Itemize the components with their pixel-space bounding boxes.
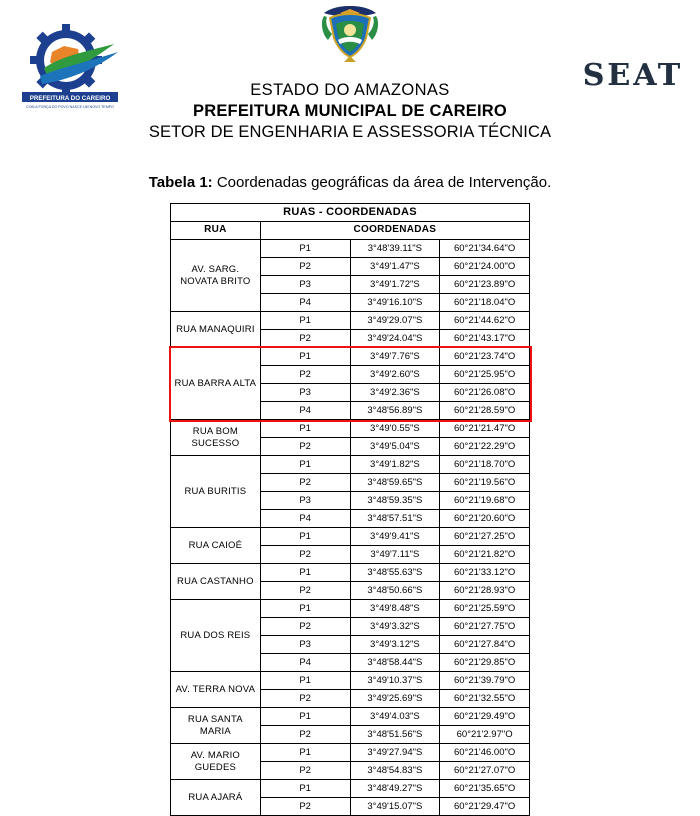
header-cell-street: RUA xyxy=(171,222,261,240)
point-cell: P2 xyxy=(260,258,350,276)
point-cell: P2 xyxy=(260,798,350,816)
street-name-cell: RUA DOS REIS xyxy=(171,600,261,672)
point-cell: P4 xyxy=(260,654,350,672)
coordinates-table xyxy=(170,203,530,816)
coat-of-arms-graphic xyxy=(318,4,382,62)
latitude-cell: 3°49'4.03"S xyxy=(350,708,440,726)
latitude-cell: 3°49'29.07"S xyxy=(350,312,440,330)
street-name-cell: RUA SANTA MARIA xyxy=(171,708,261,744)
street-name-cell: RUA BURITIS xyxy=(171,456,261,528)
table-row xyxy=(171,780,530,798)
latitude-cell: 3°49'9.41"S xyxy=(350,528,440,546)
latitude-cell: 3°48'50.66"S xyxy=(350,582,440,600)
point-cell: P1 xyxy=(260,708,350,726)
longitude-cell: 60°21'27.25"O xyxy=(440,528,530,546)
point-cell: P4 xyxy=(260,402,350,420)
point-cell: P1 xyxy=(260,240,350,258)
svg-text:PREFEITURA DO CAREIRO: PREFEITURA DO CAREIRO xyxy=(29,95,111,102)
latitude-cell: 3°49'1.72"S xyxy=(350,276,440,294)
street-name-cell: RUA BARRA ALTA xyxy=(171,348,261,420)
longitude-cell: 60°21'23.89"O xyxy=(440,276,530,294)
latitude-cell: 3°49'10.37"S xyxy=(350,672,440,690)
longitude-cell: 60°21'26.08"O xyxy=(440,384,530,402)
latitude-cell: 3°49'0.55"S xyxy=(350,420,440,438)
longitude-cell: 60°21'20.60"O xyxy=(440,510,530,528)
table-body xyxy=(171,240,530,816)
street-name-cell: RUA CAIOÉ xyxy=(171,528,261,564)
header-cell-coordinates: COORDENADAS xyxy=(260,222,529,240)
point-cell: P1 xyxy=(260,600,350,618)
latitude-cell: 3°49'15.07"S xyxy=(350,798,440,816)
longitude-cell: 60°21'2.97"O xyxy=(440,726,530,744)
longitude-cell: 60°21'35.65"O xyxy=(440,780,530,798)
table-row xyxy=(171,708,530,726)
point-cell: P2 xyxy=(260,474,350,492)
header-line-state: ESTADO DO AMAZONAS xyxy=(250,81,450,99)
longitude-cell: 60°21'34.64"O xyxy=(440,240,530,258)
point-cell: P1 xyxy=(260,420,350,438)
latitude-cell: 3°49'2.60"S xyxy=(350,366,440,384)
point-cell: P2 xyxy=(260,726,350,744)
table-caption-label: Tabela 1: xyxy=(148,174,213,191)
table-row xyxy=(171,744,530,762)
header-title-block xyxy=(0,80,700,143)
point-cell: P1 xyxy=(260,348,350,366)
table-head xyxy=(171,204,530,240)
point-cell: P3 xyxy=(260,492,350,510)
longitude-cell: 60°21'32.55"O xyxy=(440,690,530,708)
latitude-cell: 3°49'7.76"S xyxy=(350,348,440,366)
longitude-cell: 60°21'19.68"O xyxy=(440,492,530,510)
seat-logo-text: SEAT xyxy=(582,58,684,93)
latitude-cell: 3°48'55.63"S xyxy=(350,564,440,582)
longitude-cell: 60°21'18.04"O xyxy=(440,294,530,312)
latitude-cell: 3°49'5.04"S xyxy=(350,438,440,456)
table-row xyxy=(171,420,530,438)
latitude-cell: 3°48'57.51"S xyxy=(350,510,440,528)
latitude-cell: 3°49'3.32"S xyxy=(350,618,440,636)
street-name-cell: RUA AJARÁ xyxy=(171,780,261,816)
header-line-municipality: PREFEITURA MUNICIPAL DE CAREIRO xyxy=(193,102,507,121)
point-cell: P1 xyxy=(260,564,350,582)
point-cell: P4 xyxy=(260,510,350,528)
latitude-cell: 3°49'25.69"S xyxy=(350,690,440,708)
latitude-cell: 3°48'49.27"S xyxy=(350,780,440,798)
point-cell: P1 xyxy=(260,780,350,798)
longitude-cell: 60°21'43.17"O xyxy=(440,330,530,348)
point-cell: P2 xyxy=(260,366,350,384)
latitude-cell: 3°49'7.11"S xyxy=(350,546,440,564)
longitude-cell: 60°21'29.85"O xyxy=(440,654,530,672)
point-cell: P2 xyxy=(260,438,350,456)
latitude-cell: 3°49'16.10"S xyxy=(350,294,440,312)
longitude-cell: 60°21'27.07"O xyxy=(440,762,530,780)
latitude-cell: 3°48'39.11"S xyxy=(350,240,440,258)
longitude-cell: 60°21'28.93"O xyxy=(440,582,530,600)
longitude-cell: 60°21'23.74"O xyxy=(440,348,530,366)
latitude-cell: 3°49'1.82"S xyxy=(350,456,440,474)
point-cell: P2 xyxy=(260,546,350,564)
point-cell: P2 xyxy=(260,618,350,636)
longitude-cell: 60°21'44.62"O xyxy=(440,312,530,330)
longitude-cell: 60°21'25.59"O xyxy=(440,600,530,618)
latitude-cell: 3°49'24.04"S xyxy=(350,330,440,348)
coordinates-table-wrapper xyxy=(170,203,530,816)
point-cell: P1 xyxy=(260,744,350,762)
table-row xyxy=(171,456,530,474)
street-name-cell: AV. TERRA NOVA xyxy=(171,672,261,708)
street-name-cell: AV. MARIO GUEDES xyxy=(171,744,261,780)
table-header-row xyxy=(171,222,530,240)
table-title-row xyxy=(171,204,530,222)
longitude-cell: 60°21'24.00"O xyxy=(440,258,530,276)
longitude-cell: 60°21'21.82"O xyxy=(440,546,530,564)
point-cell: P1 xyxy=(260,312,350,330)
point-cell: P1 xyxy=(260,528,350,546)
point-cell: P2 xyxy=(260,582,350,600)
longitude-cell: 60°21'18.70"O xyxy=(440,456,530,474)
latitude-cell: 3°48'59.35"S xyxy=(350,492,440,510)
table-caption-text: Coordenadas geográficas da área de Intervenção. xyxy=(212,174,552,191)
table-row xyxy=(171,240,530,258)
latitude-cell: 3°49'3.12"S xyxy=(350,636,440,654)
longitude-cell: 60°21'27.84"O xyxy=(440,636,530,654)
longitude-cell: 60°21'25.95"O xyxy=(440,366,530,384)
table-row xyxy=(171,600,530,618)
longitude-cell: 60°21'29.49"O xyxy=(440,708,530,726)
table-row xyxy=(171,312,530,330)
point-cell: P3 xyxy=(260,276,350,294)
point-cell: P1 xyxy=(260,672,350,690)
table-row xyxy=(171,672,530,690)
table-row xyxy=(171,564,530,582)
point-cell: P2 xyxy=(260,690,350,708)
longitude-cell: 60°21'21.47"O xyxy=(440,420,530,438)
header-line-department: SETOR DE ENGENHARIA E ASSESSORIA TÉCNICA xyxy=(148,123,552,142)
latitude-cell: 3°48'56.89"S xyxy=(350,402,440,420)
table-row xyxy=(171,528,530,546)
latitude-cell: 3°49'27.94"S xyxy=(350,744,440,762)
longitude-cell: 60°21'29.47"O xyxy=(440,798,530,816)
latitude-cell: 3°49'2.36"S xyxy=(350,384,440,402)
point-cell: P1 xyxy=(260,456,350,474)
point-cell: P4 xyxy=(260,294,350,312)
latitude-cell: 3°48'58.44"S xyxy=(350,654,440,672)
street-name-cell: AV. SARG. NOVATA BRITO xyxy=(171,240,261,312)
latitude-cell: 3°49'8.48"S xyxy=(350,600,440,618)
point-cell: P2 xyxy=(260,762,350,780)
latitude-cell: 3°48'59.65"S xyxy=(350,474,440,492)
svg-text:COM A FORÇA DO POVO NASCE UM N: COM A FORÇA DO POVO NASCE UM NOVO TEMPO xyxy=(26,105,114,109)
street-name-cell: RUA BOM SUCESSO xyxy=(171,420,261,456)
street-name-cell: RUA MANAQUIRI xyxy=(171,312,261,348)
latitude-cell: 3°49'1.47"S xyxy=(350,258,440,276)
longitude-cell: 60°21'28.59"O xyxy=(440,402,530,420)
amazonas-coat-of-arms xyxy=(318,4,382,62)
table-title-cell: RUAS - COORDENADAS xyxy=(171,204,530,222)
point-cell: P3 xyxy=(260,636,350,654)
longitude-cell: 60°21'22.29"O xyxy=(440,438,530,456)
point-cell: P2 xyxy=(260,330,350,348)
table-row xyxy=(171,348,530,366)
latitude-cell: 3°48'54.83"S xyxy=(350,762,440,780)
longitude-cell: 60°21'27.75"O xyxy=(440,618,530,636)
longitude-cell: 60°21'39.79"O xyxy=(440,672,530,690)
point-cell: P3 xyxy=(260,384,350,402)
table-caption xyxy=(0,174,700,191)
longitude-cell: 60°21'19.56"O xyxy=(440,474,530,492)
street-name-cell: RUA CASTANHO xyxy=(171,564,261,600)
latitude-cell: 3°48'51.56"S xyxy=(350,726,440,744)
document-header xyxy=(0,0,700,150)
longitude-cell: 60°21'33.12"O xyxy=(440,564,530,582)
longitude-cell: 60°21'46.00"O xyxy=(440,744,530,762)
